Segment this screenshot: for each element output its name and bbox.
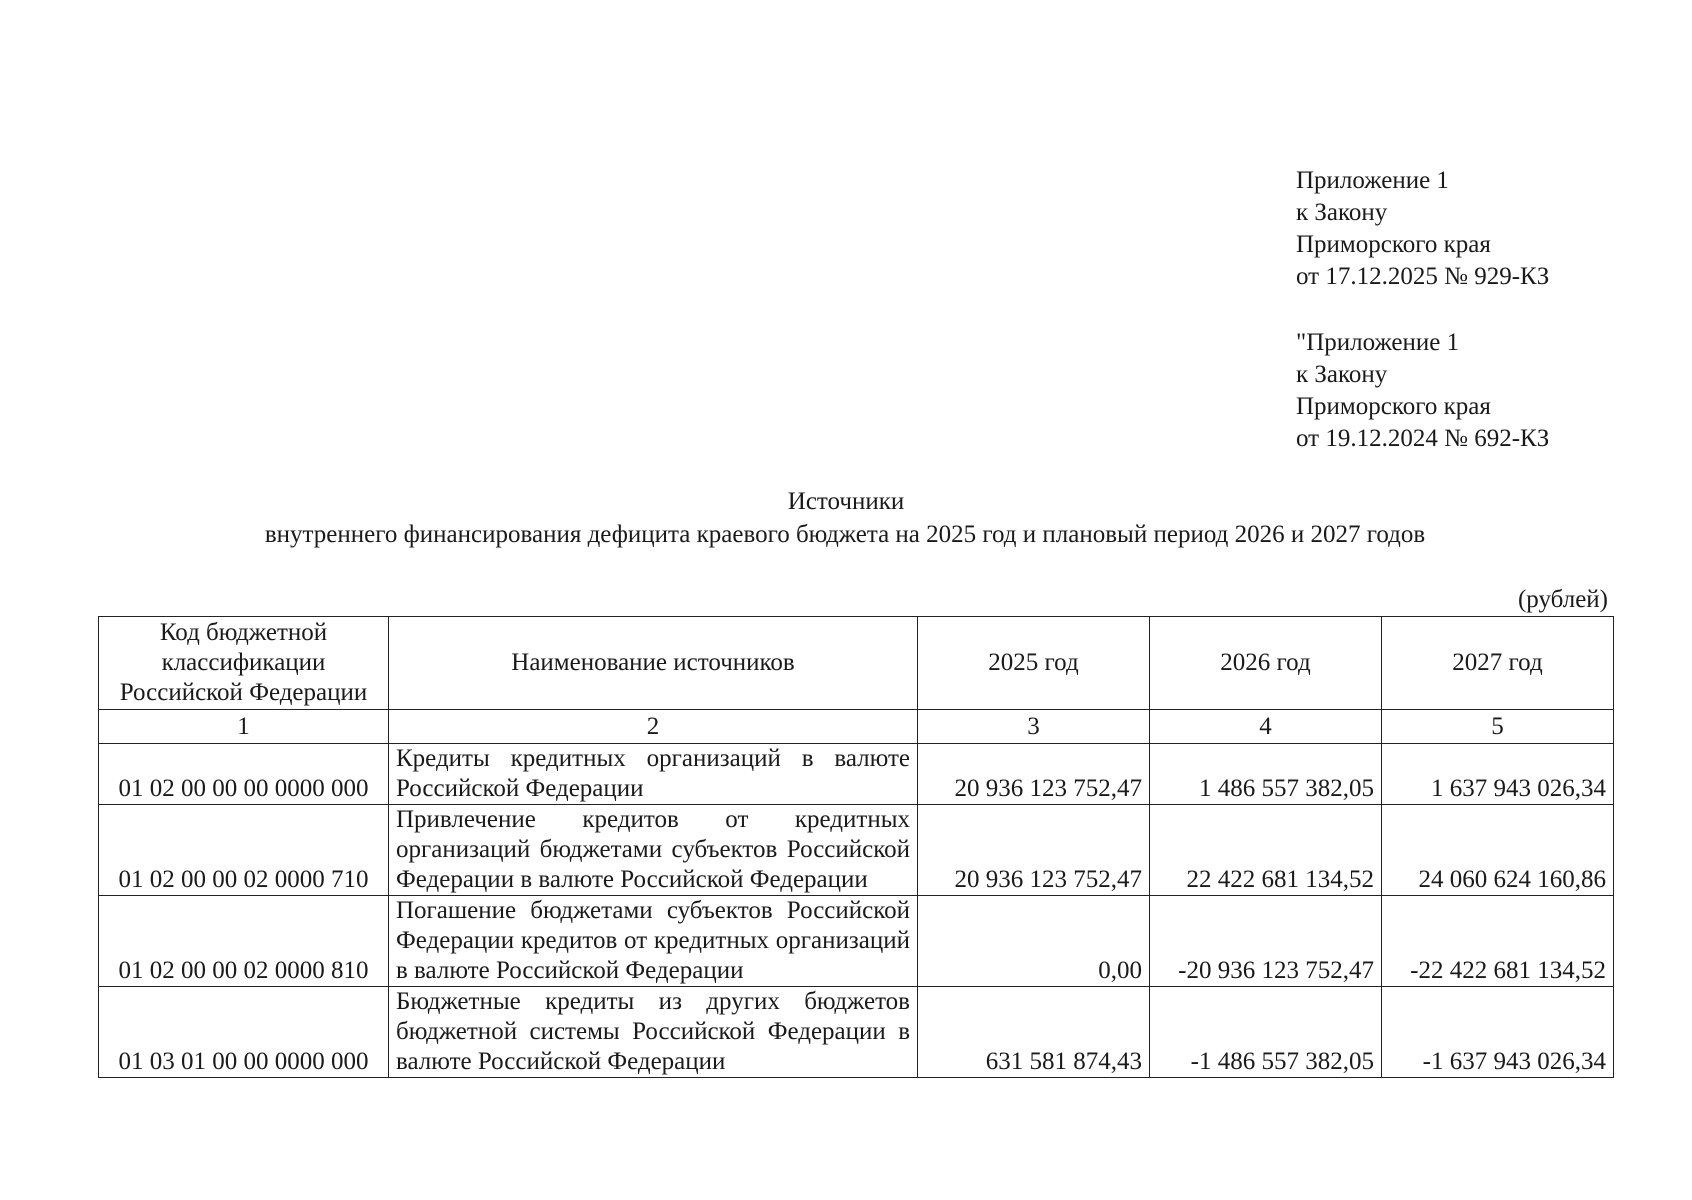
units-label: (рублей) (1517, 586, 1608, 613)
row-value-2026: 22 422 681 134,52 (1150, 805, 1382, 896)
appendix-current-reference (1296, 165, 1549, 293)
column-number: 3 (918, 710, 1150, 744)
row-value-2027: -22 422 681 134,52 (1382, 896, 1614, 987)
table-row (99, 744, 1614, 805)
row-value-2026: 1 486 557 382,05 (1150, 744, 1382, 805)
document-title: Источники (787, 488, 905, 515)
row-value-2025: 631 581 874,43 (918, 987, 1150, 1078)
appendix-line: "Приложение 1 (1296, 329, 1460, 356)
appendix-line: Приморского края (1296, 393, 1491, 420)
column-number: 4 (1150, 710, 1382, 744)
header-code: Код бюджетной классификации Российской Федерации (99, 617, 389, 710)
appendix-line: Приложение 1 (1296, 167, 1449, 194)
column-number: 2 (389, 710, 918, 744)
appendix-previous-reference (1296, 327, 1549, 455)
table-row (99, 987, 1614, 1078)
header-name: Наименование источников (389, 617, 918, 710)
header-2027: 2027 год (1382, 617, 1614, 710)
table-row (99, 805, 1614, 896)
column-number: 1 (99, 710, 389, 744)
appendix-line: от 19.12.2024 № 692-КЗ (1296, 425, 1550, 452)
row-code: 01 03 01 00 00 0000 000 (99, 987, 389, 1078)
table-header-row (99, 617, 1614, 710)
document-subtitle: внутреннего финансирования дефицита краевого бюджета на 2025 год и плановый период 2026 и 2027 годов (264, 521, 1426, 548)
row-value-2027: 1 637 943 026,34 (1382, 744, 1614, 805)
row-code: 01 02 00 00 02 0000 810 (99, 896, 389, 987)
row-value-2025: 20 936 123 752,47 (918, 744, 1150, 805)
row-value-2025: 0,00 (918, 896, 1150, 987)
appendix-line: Приморского края (1296, 231, 1491, 258)
row-name: Погашение бюджетами субъектов Российской Федерации кредитов от кредитных организаций в валюте Российской Федерации (389, 896, 918, 987)
row-name: Привлечение кредитов от кредитных организаций бюджетами субъектов Российской Федерации в валюте Российской Федерации (389, 805, 918, 896)
header-2026: 2026 год (1150, 617, 1382, 710)
column-number-row (99, 710, 1614, 744)
row-value-2027: 24 060 624 160,86 (1382, 805, 1614, 896)
row-code: 01 02 00 00 00 0000 000 (99, 744, 389, 805)
table-row (99, 896, 1614, 987)
row-value-2025: 20 936 123 752,47 (918, 805, 1150, 896)
appendix-line: к Закону (1296, 361, 1388, 388)
row-value-2026: -20 936 123 752,47 (1150, 896, 1382, 987)
row-name: Кредиты кредитных организаций в валюте Российской Федерации (389, 744, 918, 805)
appendix-line: к Закону (1296, 199, 1388, 226)
financing-sources-table (98, 616, 1614, 1078)
row-name: Бюджетные кредиты из других бюджетов бюджетной системы Российской Федерации в валюте Российской Федерации (389, 987, 918, 1078)
appendix-line: от 17.12.2025 № 929-КЗ (1296, 263, 1550, 290)
row-value-2027: -1 637 943 026,34 (1382, 987, 1614, 1078)
row-code: 01 02 00 00 02 0000 710 (99, 805, 389, 896)
row-value-2026: -1 486 557 382,05 (1150, 987, 1382, 1078)
column-number: 5 (1382, 710, 1614, 744)
header-2025: 2025 год (918, 617, 1150, 710)
